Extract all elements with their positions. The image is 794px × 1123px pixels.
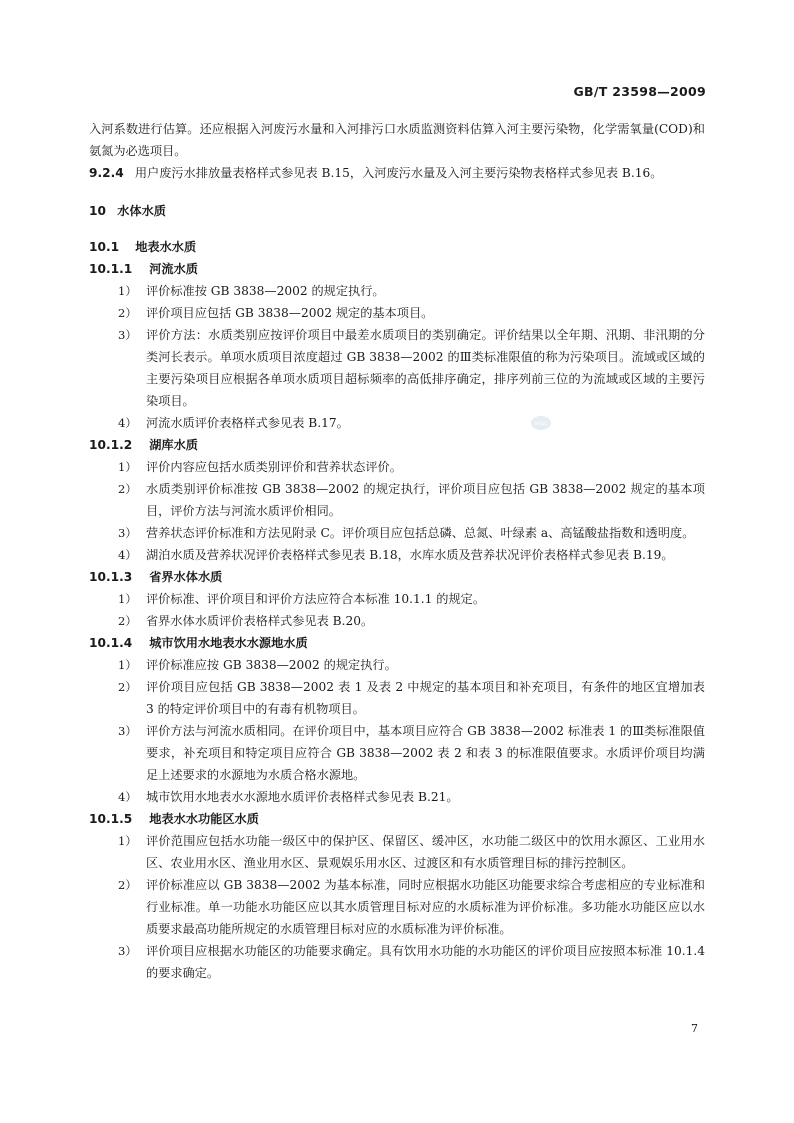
section-title: 省界水体水质: [149, 570, 223, 584]
list-item: 2） 评价标准应以 GB 3838—2002 为基本标准，同时应根据水功能区功能要求综合考虑相应的专业标准和行业标准。单一功能水功能区应以其水质管理目标对应的水质标准为评价标准。多功能水功能区应以水质要求最高功能所规定的水质管理目标对应的水质标准为评价标准。: [118, 878, 705, 936]
list-item: 2） 水质类别评价标准按 GB 3838—2002 的规定执行，评价项目应包括 GB 3838—2002 规定的基本项目，评价方法与河流水质评价相同。: [118, 482, 705, 518]
heading-section-10-1-5: [89, 808, 705, 830]
standard-code-header: GB/T 23598—2009: [573, 84, 706, 99]
heading-section-10-1-1: [89, 258, 705, 280]
section-number: 10.1.1: [89, 262, 133, 276]
heading-section-10-1-2: [89, 434, 705, 456]
section-title: 城市饮用水地表水水源地水质: [149, 636, 308, 650]
section-number: 10.1.2: [89, 438, 133, 452]
section-number: 10.1: [89, 240, 120, 254]
svg-text:SRAC: SRAC: [534, 421, 548, 428]
section-title: 湖库水质: [149, 438, 198, 452]
list-item: 1） 评价标准、评价项目和评价方法应符合本标准 10.1.1 的规定。: [118, 592, 486, 606]
list-item: 4） 湖泊水质及营养状况评价表格样式参见表 B.18，水库水质及营养状况评价表格样式参见表 B.19。: [118, 548, 674, 562]
section-number: 10.1.5: [89, 812, 133, 826]
section-number: 10.1.4: [89, 636, 133, 650]
list-item: 4） 河流水质评价表格样式参见表 B.17。: [118, 416, 349, 430]
heading-section-10-1: [89, 236, 705, 258]
page-number: 7: [691, 1022, 698, 1035]
heading-section-10-1-4: [89, 632, 705, 654]
list-item: 1） 评价范围应包括水功能一级区中的保护区、保留区、缓冲区，水功能二级区中的饮用水源区、工业用水区、农业用水区、渔业用水区、景观娱乐用水区、过渡区和有水质管理目标的排污控制区。: [118, 834, 705, 870]
list-item: 1） 评价内容应包括水质类别评价和营养状态评价。: [118, 460, 402, 474]
section-9-2-4: [89, 162, 705, 184]
section-number: 9.2.4: [89, 166, 124, 180]
section-title: 水体水质: [117, 204, 166, 218]
list-item: 3） 评价项目应根据水功能区的功能要求确定。具有饮用水功能的水功能区的评价项目应按照本标准 10.1.4 的要求确定。: [118, 944, 705, 980]
list-item: 2） 省界水体水质评价表格样式参见表 B.20。: [118, 614, 374, 628]
section-text: 用户废污水排放量表格样式参见表 B.15，入河废污水量及入河主要污染物表格样式参见表 B.16。: [134, 166, 663, 180]
list-item: 3） 评价方法与河流水质相同。在评价项目中，基本项目应符合 GB 3838—2002 标准表 1 的Ⅲ类标准限值要求，补充项目和特定项目应符合 GB 3838—2002 表 2 和表 3 的标准限值要求。水质评价项目均满足上述要求的水源地为水质合格水源地。: [118, 724, 705, 782]
section-title: 河流水质: [149, 262, 198, 276]
document-body: [89, 118, 705, 984]
list-item: 3） 评价方法：水质类别应按评价项目中最差水质项目的类别确定。评价结果以全年期、汛期、非汛期的分类河长表示。单项水质项目浓度超过 GB 3838—2002 的Ⅲ类标准限值的称为污染项目。流域或区域的主要污染项目应根据各单项水质项目超标频率的高低排序确定，排序列前三位的为流域或区域的主要污染项目。: [118, 328, 705, 408]
list-item: 4） 城市饮用水地表水水源地水质评价表格样式参见表 B.21。: [118, 790, 459, 804]
list-item: 3） 营养状态评价标准和方法见附录 C。评价项目应包括总磷、总氮、叶绿素 a、高锰酸盐指数和透明度。: [118, 526, 695, 540]
section-title: 地表水水功能区水质: [149, 812, 259, 826]
list-item: 2） 评价项目应包括 GB 3838—2002 规定的基本项目。: [118, 306, 434, 320]
intro-paragraph: 入河系数进行估算。还应根据入河废污水量和入河排污口水质监测资料估算入河主要污染物，化学需氧量(COD)和氨氮为必选项目。: [89, 122, 705, 158]
list-item: 2） 评价项目应包括 GB 3838—2002 表 1 及表 2 中规定的基本项目和补充项目，有条件的地区宜增加表 3 的特定评价项目中的有毒有机物项目。: [118, 680, 705, 716]
list-item: 1） 评价标准按 GB 3838—2002 的规定执行。: [118, 284, 385, 298]
section-title: 地表水水质: [135, 240, 197, 254]
heading-section-10-1-3: [89, 566, 705, 588]
section-number: 10.1.3: [89, 570, 133, 584]
list-item: 1） 评价标准应按 GB 3838—2002 的规定执行。: [118, 658, 397, 672]
section-number: 10: [89, 204, 106, 218]
heading-section-10: [89, 200, 705, 222]
